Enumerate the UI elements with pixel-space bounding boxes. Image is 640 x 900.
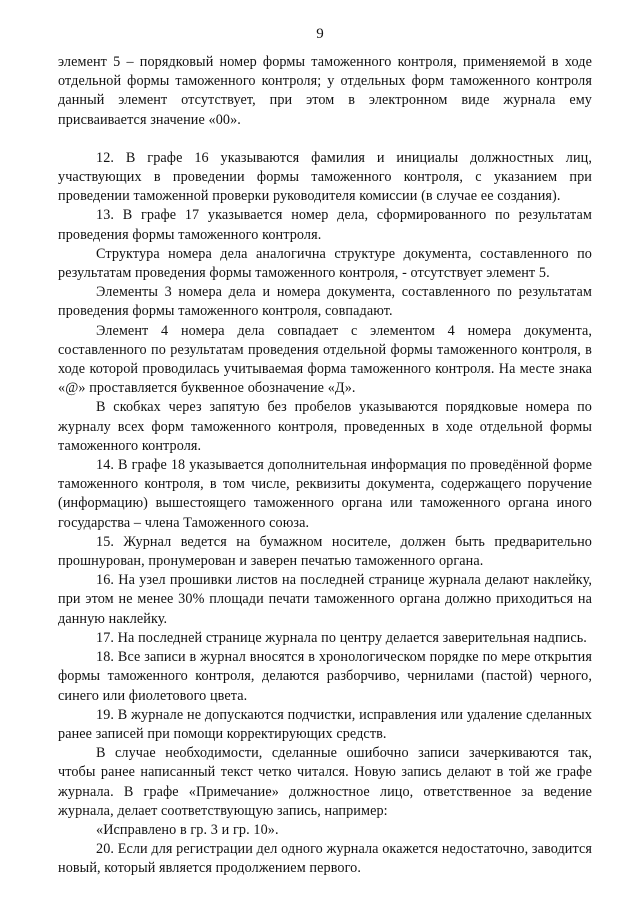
paragraph-elements-3: Элементы 3 номера дела и номера документа, составленного по результатам проведения формы таможенного контроля, совпадают. [58,284,592,320]
paragraph-gap [58,130,592,149]
paragraph-element-5: элемент 5 – порядковый номер формы таможенного контроля, применяемой в ходе отдельной формы таможенного контроля; у отдельных форм таможенного контроля данный элемент отсутствует, при этом в электронном виде журнала ему присваивается значение «00». [58,54,592,128]
paragraph-corrections: В случае необходимости, сделанные ошибочно записи зачеркиваются так, чтобы ранее написанный текст четко читался. Новую запись делают в той же графе журнала. В графе «Примечание» должностное лицо, ответственное за ведение журнала, делает соответствующую запись, например: [58,745,592,819]
paragraph-16: 16. На узел прошивки листов на последней странице журнала делают наклейку, при этом не менее 30% площади печати таможенного органа должно приходиться на данную наклейку. [58,572,592,627]
paragraph-14: 14. В графе 18 указывается дополнительная информация по проведённой форме таможенного контроля, в том числе, реквизиты документа, содержащего поручение (информацию) вышестоящего таможенного органа или таможенного органа иного государства – члена Таможенного союза. [58,457,592,531]
paragraph-19: 19. В журнале не допускаются подчистки, исправления или удаление сделанных ранее записей при помощи корректирующих средств. [58,706,592,742]
paragraph-12: 12. В графе 16 указываются фамилия и инициалы должностных лиц, участвующих в проведении формы таможенного контроля, с указанием при проведении таможенной проверки руководителя комиссии (в случае ее создания). [58,149,592,205]
page-number: 9 [316,26,324,42]
paragraph-13: 13. В графе 17 указывается номер дела, сформированного по результатам проведения формы таможенного контроля. [58,207,592,243]
paragraph-case-number-structure: Структура номера дела аналогична структуре документа, составленного по результатам проведения формы таможенного контроля, - отсутствует элемент 5. [58,245,592,282]
paragraph-20: 20. Если для регистрации дел одного журнала окажется недостаточно, заводится новый, который является продолжением первого. [58,841,592,877]
paragraph-18: 18. Все записи в журнал вносятся в хронологическом порядке по мере открытия формы таможенного контроля, делаются разборчиво, чернилами (пастой) черного, синего или фиолетового цвета. [58,649,592,704]
paragraph-element-4: Элемент 4 номера дела совпадает с элементом 4 номера документа, составленного по результатам проведения отдельной формы таможенного контроля, в ходе которой проводилась учитываемая форма таможенного контроля. На месте знака «@» проставляется буквенное обозначение «Д». [58,322,592,397]
paragraph-example: «Исправлено в гр. 3 и гр. 10». [96,821,279,838]
document-body [58,53,592,879]
paragraph-brackets: В скобках через запятую без пробелов указываются порядковые номера по журналу всех форм таможенного контроля, проведенных в ходе отдельной формы таможенного контроля. [58,399,592,454]
paragraph-17: 17. На последней странице журнала по центру делается заверительная надпись. [96,629,587,646]
paragraph-15: 15. Журнал ведется на бумажном носителе, должен быть предварительно прошнурован, пронумерован и заверен печатью таможенного органа. [58,533,592,570]
